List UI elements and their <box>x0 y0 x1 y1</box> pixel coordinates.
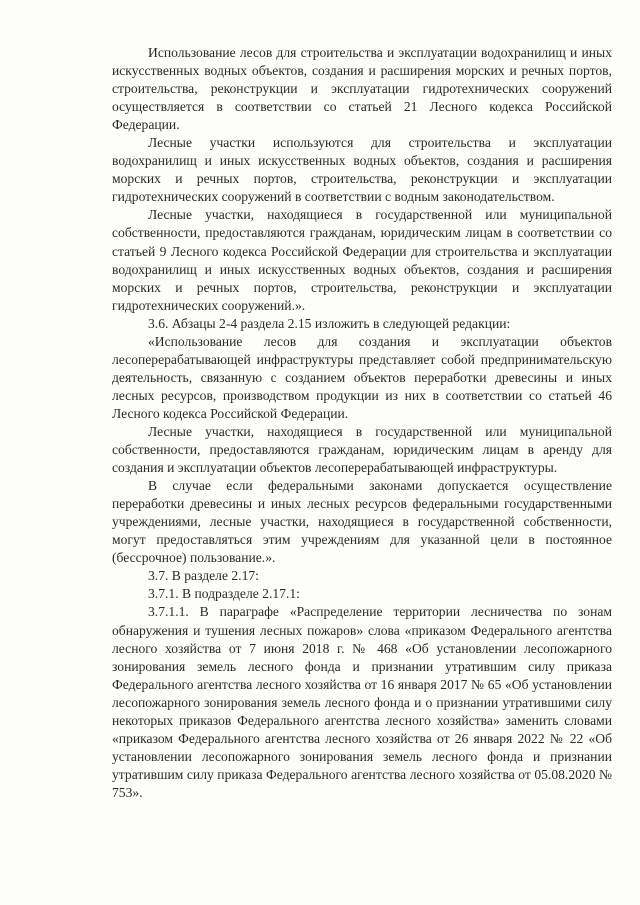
paragraph-6: Лесные участки, находящиеся в государственной или муниципальной собственности, предоставляются гражданам, юридическим лицам в аренду для создания и эксплуатации объектов лесоперерабатывающей инфраструктуры. <box>112 423 612 476</box>
paragraph-9: 3.7.1. В подразделе 2.17.1: <box>148 586 300 602</box>
paragraph-3: Лесные участки, находящиеся в государственной или муниципальной собственности, предоставляются гражданам, юридическим лицам в соответствии со статьей 9 Лесного кодекса Российской Федерации для строительства и эксплуатации водохранилищ и иных искусственных водных объектов, создания и расширения морских и речных портов, строительства, реконструкции и эксплуатации гидротехнических сооружений.». <box>112 207 612 313</box>
paragraph-4: 3.6. Абзацы 2-4 раздела 2.15 изложить в следующей редакции: <box>148 315 511 331</box>
document-body <box>112 44 612 802</box>
paragraph-10: 3.7.1.1. В параграфе «Распределение территории лесничества по зонам обнаружения и тушения лесных пожаров» слова «приказом Федерального агентства лесного хозяйства от 7 июня 2018 г. № 468 «Об установлении лесопожарного зонирования земель лесного фонда и признании утратившим силу приказа Федерального агентства лесного хозяйства от 16 января 2017 № 65 «Об установлении лесопожарного зонирования земель лесного фонда и о признании утратившими силу некоторых приказов Федерального агентства лесного хозяйства» заменить словами «приказом Федерального агентства лесного хозяйства от 26 января 2022 № 22 «Об установлении лесопожарного зонирования земель лесного фонда и признании утратившим силу приказа Федерального агентства лесного хозяйства от 05.08.2020 № 753». <box>112 604 612 800</box>
paragraph-7: В случае если федеральными законами допускается осуществление переработки древесины и иных лесных ресурсов федеральными государственными учреждениями, лесные участки, находящиеся в государственной собственности, могут предоставляться этим учреждениям для указанной цели в постоянное (бессрочное) пользование.». <box>112 478 612 566</box>
paragraph-8: 3.7. В разделе 2.17: <box>148 568 259 584</box>
paragraph-5: «Использование лесов для создания и эксплуатации объектов лесоперерабатывающей инфраструктуры представляет собой предпринимательскую деятельность, связанную с созданием объектов переработки древесины и иных лесных ресурсов, производством продукции из них в соответствии со статьей 46 Лесного кодекса Российской Федерации. <box>112 333 612 421</box>
paragraph-2: Лесные участки используются для строительства и эксплуатации водохранилищ и иных искусственных водных объектов, создания и расширения морских и речных портов, строительства, реконструкции и эксплуатации гидротехнических сооружений в соответствии с водным законодательством. <box>112 135 612 205</box>
paragraph-1: Использование лесов для строительства и эксплуатации водохранилищ и иных искусственных водных объектов, создания и расширения морских и речных портов, строительства, реконструкции и эксплуатации гидротехнических сооружений осуществляется в соответствии со статьей 21 Лесного кодекса Российской Федерации. <box>112 45 612 133</box>
